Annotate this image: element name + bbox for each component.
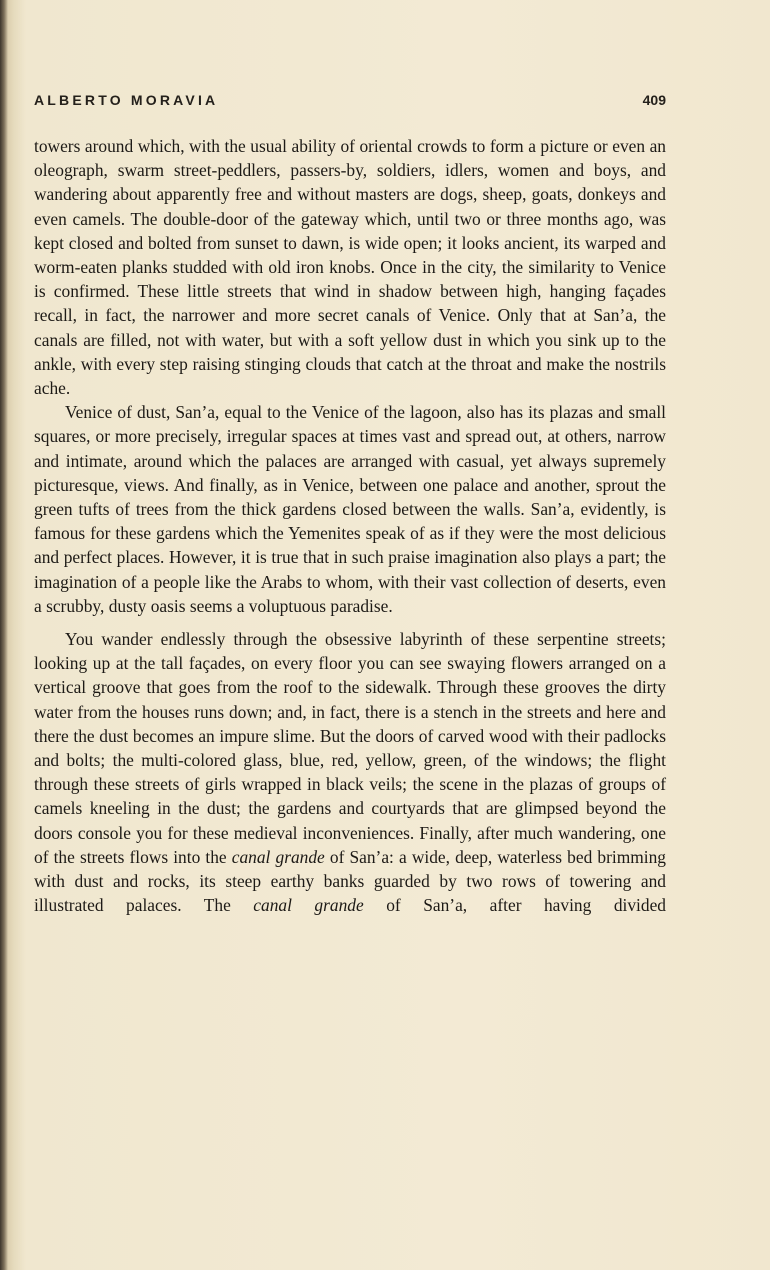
paragraph-3-text-1: You wander endlessly through the obsessive labyrinth of these serpentine streets; looking up at the tall façades, on every floor you can see swaying flowers arranged on a vertical groove that goes from the roof to the sidewalk. Through these grooves the dirty water from the houses runs down; and, in fact, there is a stench in the streets and here and there the dust becomes an impure slime. But the doors of carved wood with their padlocks and bolts; the multi-colored glass, blue, red, yellow, green, of the windows; the flight through these streets of girls wrapped in black veils; the scene in the plazas of groups of camels kneeling in the dust; the gardens and courtyards that are glimpsed beyond the doors console you for these medieval inconveniences. Finally, after much wandering, one of the streets flows into the [34,629,666,867]
running-head: ALBERTO MORAVIA [34,92,219,108]
paragraph-1-text: towers around which, with the usual ability of oriental crowds to form a picture or even an oleograph, swarm street-peddlers, passers-by, soldiers, idlers, women and boys, and wandering about apparently free and without masters are dogs, sheep, goats, donkeys and even camels. The double-door of the gateway which, until two or three months ago, was kept closed and bolted from sunset to dawn, is wide open; it looks ancient, its warped and worm-eaten planks studded with old iron knobs. Once in the city, the similarity to Venice is confirmed. These little streets that wind in shadow between high, hanging façades recall, in fact, the narrower and more secret canals of Venice. Only that at San’a, the canals are filled, not with water, but with a soft yellow dust in which you sink up to the ankle, with every step raising stinging clouds that catch at the throat and make the nostrils ache. [34,136,666,399]
paragraph-3-italic-1: canal grande [231,846,325,867]
paragraph-2-text: Venice of dust, San’a, equal to the Venice of the lagoon, also has its plazas and small squares, or more precisely, irregular spaces at times vast and spread out, at others, narrow and intimate, around which the palaces are arranged with casual, yet always supremely picturesque, views. And finally, as in Venice, between one palace and another, sprout the green tufts of trees from the thick gardens closed between the walls. San’a, evidently, is famous for these gardens which the Yemenites speak of as if they were the most delicious and perfect places. However, it is true that in such praise imagination also plays a part; the imagination of a people like the Arabs to whom, with their vast collection of deserts, even a scrubby, dusty oasis seems a voluptuous paradise. [34,402,666,616]
page-header [34,92,666,114]
body-text [34,134,666,918]
paragraph-3 [34,627,666,917]
paragraph-3-text-2: of San’a: a wide, deep, waterless bed brimming with dust and rocks, its steep earthy banks guarded by two rows of towering and illustrated palaces. The [34,846,666,916]
paragraph-2 [34,400,666,618]
page-number: 409 [642,92,666,108]
paragraph-3-text-3: of San’a, after having divided [363,895,666,916]
paragraph-3-italic-2: canal grande [253,895,364,916]
book-spine-shadow [0,0,8,1270]
paragraph-1 [34,134,666,400]
